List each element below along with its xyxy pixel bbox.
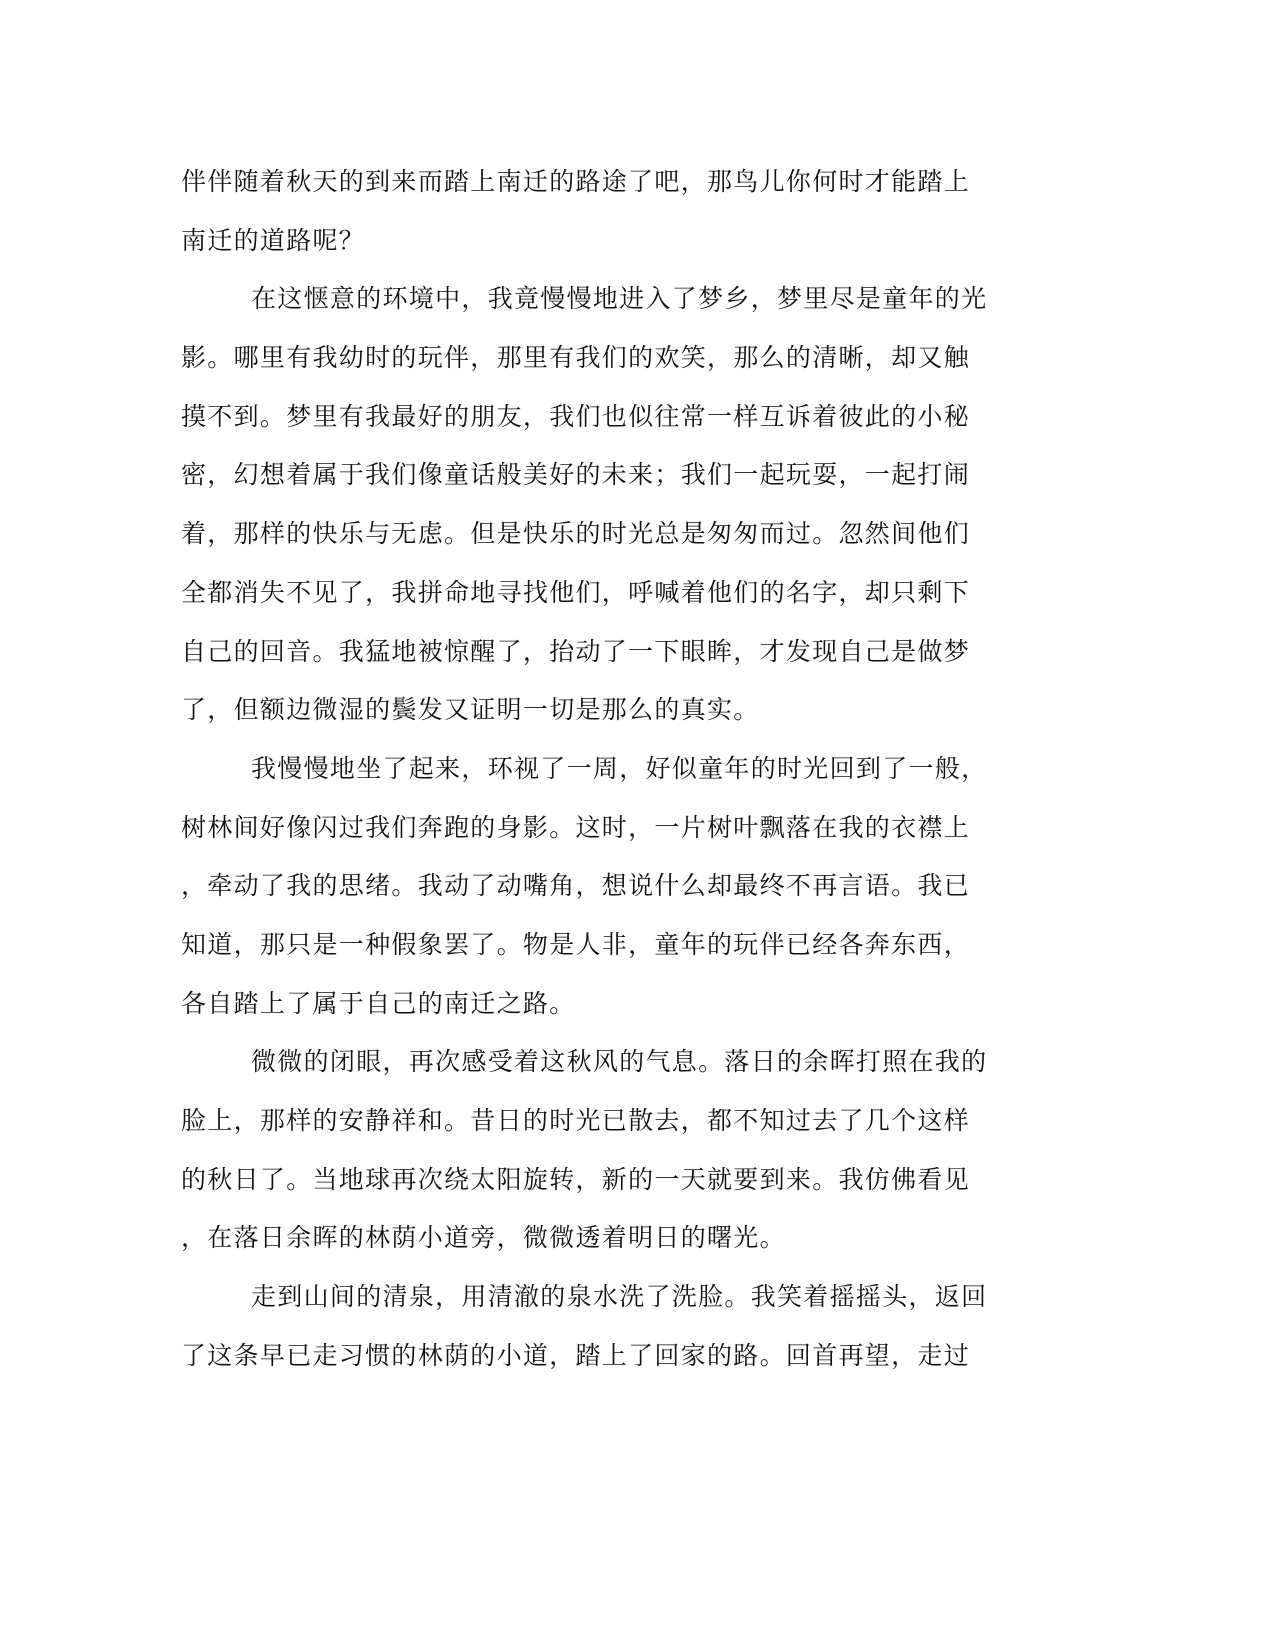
text-line: 密，幻想着属于我们像童话般美好的未来；我们一起玩耍，一起打闹 bbox=[181, 460, 971, 490]
text-line: 微微的闭眼，再次感受着这秋风的气息。落日的余晖打照在我的 bbox=[251, 1047, 988, 1077]
text-line: 影。哪里有我幼时的玩伴，那里有我们的欢笑，那么的清晰，却又触 bbox=[181, 343, 971, 373]
text-line: 了这条早已走习惯的林荫的小道，踏上了回家的路。回首再望，走过 bbox=[181, 1340, 971, 1370]
text-line: ，牵动了我的思绪。我动了动嘴角，想说什么却最终不再言语。我已 bbox=[181, 871, 971, 901]
document-body bbox=[181, 153, 1041, 1385]
text-line: 树林间好像闪过我们奔跑的身影。这时，一片树叶飘落在我的衣襟上 bbox=[181, 812, 971, 842]
text-line: 了，但额边微湿的鬓发又证明一切是那么的真实。 bbox=[181, 695, 760, 725]
text-line: 南迁的道路呢？ bbox=[181, 225, 366, 255]
text-line: 着，那样的快乐与无虑。但是快乐的时光总是匆匆而过。忽然间他们 bbox=[181, 519, 971, 549]
text-line: ，在落日余晖的林荫小道旁，微微透着明日的曙光。 bbox=[181, 1223, 786, 1253]
text-line: 知道，那只是一种假象罢了。物是人非，童年的玩伴已经各奔东西， bbox=[181, 929, 971, 959]
text-line: 脸上，那样的安静祥和。昔日的时光已散去，都不知过去了几个这样 bbox=[181, 1106, 971, 1135]
text-line: 自己的回音。我猛地被惊醒了，抬动了一下眼眸，才发现自己是做梦 bbox=[181, 636, 971, 666]
text-line: 各自踏上了属于自己的南迁之路。 bbox=[181, 988, 576, 1018]
text-line: 我慢慢地坐了起来，环视了一周，好似童年的时光回到了一般， bbox=[251, 753, 988, 783]
text-line: 摸不到。梦里有我最好的朋友，我们也似往常一样互诉着彼此的小秘 bbox=[181, 401, 971, 431]
text-line: 在这惬意的环境中，我竟慢慢地进入了梦乡，梦里尽是童年的光 bbox=[251, 284, 988, 314]
text-line: 伴伴随着秋天的到来而踏上南迁的路途了吧，那鸟儿你何时才能踏上 bbox=[181, 167, 971, 196]
text-line: 的秋日了。当地球再次绕太阳旋转，新的一天就要到来。我仿佛看见 bbox=[181, 1164, 971, 1194]
text-line: 全都消失不见了，我拼命地寻找他们，呼喊着他们的名字，却只剩下 bbox=[181, 577, 971, 607]
text-line: 走到山间的清泉，用清澈的泉水洗了洗脸。我笑着摇摇头，返回 bbox=[251, 1282, 988, 1312]
